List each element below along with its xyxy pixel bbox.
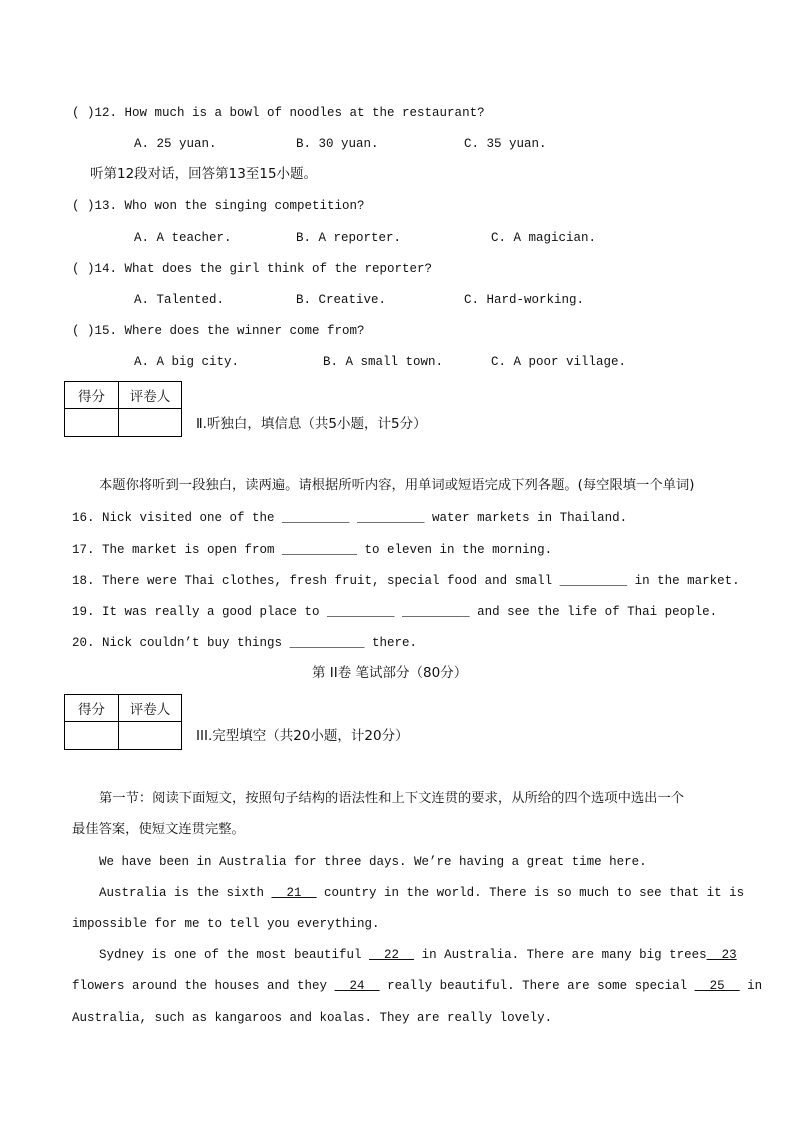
section-2-instruction: 本题你将听到一段独白，读两遍。请根据所听内容，用单词或短语完成下列各题。(每空限填一个单词) [99, 478, 695, 493]
passage-paragraph-3-line-2 [72, 978, 762, 994]
score-label: 得分 [65, 695, 119, 722]
q12-option-b[interactable]: B. 30 yuan. [296, 137, 379, 151]
q15-option-c[interactable]: C. A poor village. [491, 355, 627, 369]
blank-25[interactable]: __25__ [694, 979, 740, 993]
section-3-instruction-line-2: 最佳答案，使短文连贯完整。 [72, 822, 245, 837]
passage-paragraph-3-line-3: Australia, such as kangaroos and koalas. They are really lovely. [72, 1011, 553, 1025]
part-2-title: 第 II卷 笔试部分（80分） [312, 665, 468, 681]
q12-option-c[interactable]: C. 35 yuan. [464, 137, 547, 151]
fill-item-19: 19. It was really a good place to _________ _________ and see the life of Thai people. [72, 605, 718, 619]
q12-option-a[interactable]: A. 25 yuan. [134, 137, 217, 151]
fill-item-18: 18. There were Thai clothes, fresh fruit, special food and small _________ in the market. [72, 574, 740, 588]
passage-paragraph-3-line-1 [99, 947, 737, 963]
grader-cell[interactable] [119, 409, 182, 437]
question-15: ( )15. Where does the winner come from? [72, 324, 365, 338]
section-3-title: III.完型填空（共20小题，计20分） [196, 728, 409, 744]
fill-item-20: 20. Nick couldn’t buy things __________ there. [72, 636, 418, 650]
q15-option-b[interactable]: B. A small town. [323, 355, 444, 369]
q13-option-a[interactable]: A. A teacher. [134, 231, 232, 245]
passage-text: country in the world. There is so much to see that it is [316, 886, 745, 900]
passage-text: flowers around the houses and they [72, 979, 335, 993]
q15-option-a[interactable]: A. A big city. [134, 355, 240, 369]
question-13: ( )13. Who won the singing competition? [72, 199, 365, 213]
question-14: ( )14. What does the girl think of the reporter? [72, 262, 433, 276]
listening-instruction-12: 听第12段对话，回答第13至15小题。 [90, 166, 318, 182]
score-box-section-2 [64, 381, 182, 437]
grader-label: 评卷人 [119, 695, 182, 722]
section-2-title: Ⅱ.听独白，填信息（共5小题，计5分） [196, 416, 427, 432]
grader-cell[interactable] [119, 722, 182, 750]
score-box-section-3 [64, 694, 182, 750]
score-cell[interactable] [65, 722, 119, 750]
grader-label: 评卷人 [119, 382, 182, 409]
section-3-instruction-line-1: 第一节：阅读下面短文，按照句子结构的语法性和上下文连贯的要求，从所给的四个选项中选出一个 [99, 791, 685, 806]
blank-22[interactable]: __22__ [369, 948, 415, 962]
q13-option-b[interactable]: B. A reporter. [296, 231, 402, 245]
passage-paragraph-2-line-1 [99, 885, 744, 901]
q13-option-c[interactable]: C. A magician. [491, 231, 597, 245]
passage-text: Sydney is one of the most beautiful [99, 948, 370, 962]
passage-text: in Australia. There are many big trees [414, 948, 707, 962]
passage-paragraph-2-line-2: impossible for me to tell you everything. [72, 917, 380, 931]
q14-option-b[interactable]: B. Creative. [296, 293, 387, 307]
passage-text: really beautiful. There are some special [379, 979, 695, 993]
fill-item-17: 17. The market is open from __________ to eleven in the morning. [72, 543, 553, 557]
passage-text: Australia is the sixth [99, 886, 272, 900]
blank-23[interactable]: __23 [706, 948, 737, 962]
q14-option-c[interactable]: C. Hard-working. [464, 293, 585, 307]
question-12: ( )12. How much is a bowl of noodles at the restaurant? [72, 106, 485, 120]
blank-21[interactable]: __21__ [271, 886, 317, 900]
score-cell[interactable] [65, 409, 119, 437]
passage-text: in [739, 979, 763, 993]
blank-24[interactable]: __24__ [334, 979, 380, 993]
q14-option-a[interactable]: A. Talented. [134, 293, 225, 307]
passage-paragraph-1: We have been in Australia for three days. We’re having a great time here. [99, 855, 647, 869]
fill-item-16: 16. Nick visited one of the _________ _________ water markets in Thailand. [72, 511, 628, 525]
score-label: 得分 [65, 382, 119, 409]
